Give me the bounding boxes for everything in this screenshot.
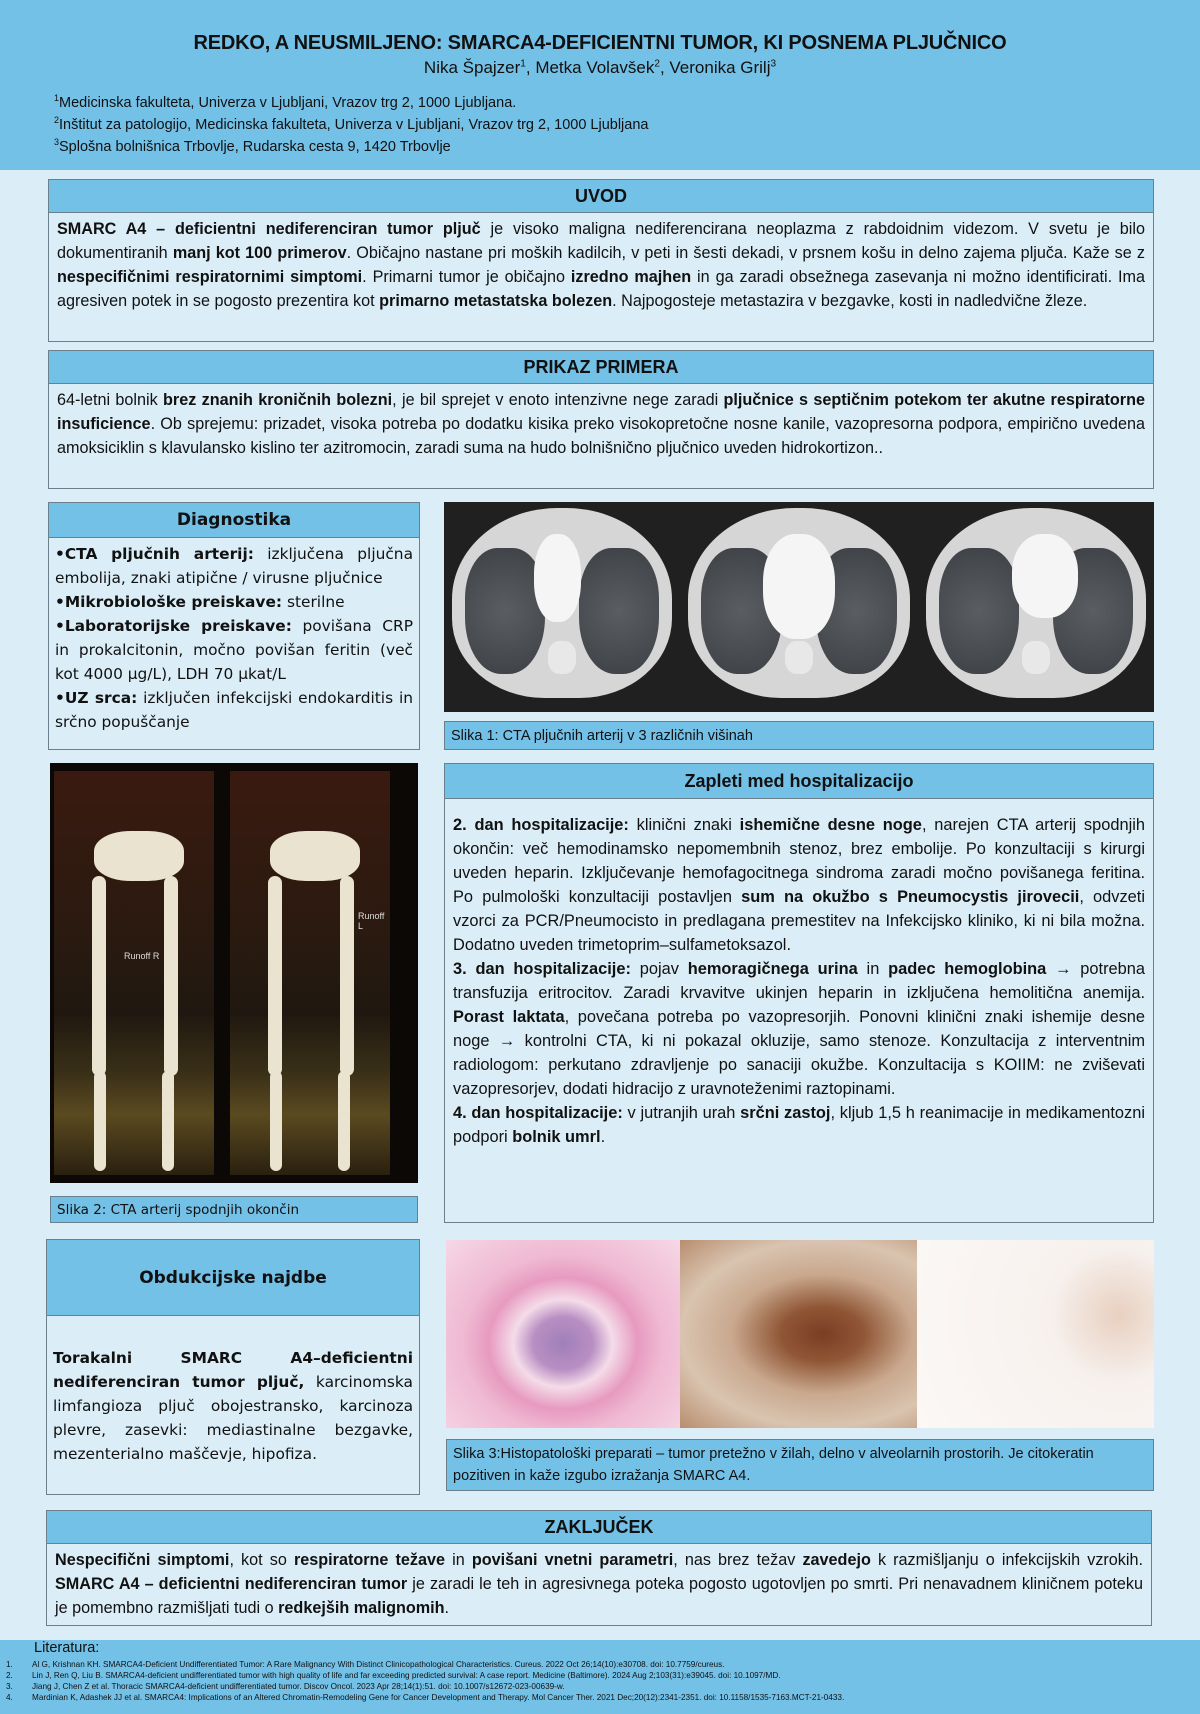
references-heading: Literatura: bbox=[34, 1640, 100, 1656]
section-heading: Diagnostika bbox=[49, 503, 419, 538]
author: Metka Volavšek bbox=[535, 58, 655, 77]
section-zapleti bbox=[444, 763, 1154, 1223]
diagnostika-item: •Laboratorijske preiskave: povišana CRP in prokalcitonin, močno povišan feritin (več kot 4000 µg/L), LDH 70 µkat/L bbox=[55, 617, 413, 683]
runoff-label: Runoff R bbox=[124, 951, 160, 961]
zapleti-day-3: 3. dan hospitalizacije: pojav hemoragičnega urina in padec hemoglobina → potrebna transfuzija eritrocitov. Zaradi krvavitve ukinjen heparin in izključena hemolitična anemija. Porast laktata, povečana potreba po vazopresorjih. Ponovni klinični znaki ishemije desne noge → kontrolni CTA, ki ni pokazal okluzije, samo stenoze. Konzultacija z interventnim radiologom: perkutano zdravljenje po sanaciji okužbe. Konzultacija s KOIIM: ne zviševati vazopresorjev, dodati hidracijo z uravnoteženimi raztopinami. bbox=[453, 960, 1145, 1098]
affiliation: $^1$Medicinska fakulteta, Univerza v Ljubljani, Vrazov trg 2, 1000 Ljubljana. bbox=[54, 93, 517, 111]
leg-cta-image bbox=[50, 763, 418, 1183]
reference-item: 2. Lin J, Ren Q, Liu B. SMARCA4-deficient undifferentiated tumor with high quality of life and far exceeding predicted survival: A case report. Medicine (Baltimore). 2024 Aug 2;103(31):e39045. doi: 10.1097/MD. bbox=[6, 1671, 781, 1680]
diagnostika-item: •CTA pljučnih arterij: izključena pljučna embolija, znaki atipične / virusne pljučnice bbox=[55, 545, 413, 587]
figure-3-caption: Slika 3:Histopatološki preparati – tumor pretežno v žilah, delno v alveolarnih prostorih. Je citokeratin pozitiven in kaže izgubo izražanja SMARC A4. bbox=[446, 1439, 1154, 1491]
section-heading: Zapleti med hospitalizacijo bbox=[445, 764, 1153, 799]
section-heading: ZAKLJUČEK bbox=[47, 1511, 1151, 1544]
cytokeratin-stain-panel bbox=[680, 1240, 917, 1428]
histology-image bbox=[446, 1240, 1154, 1428]
ct-slice bbox=[918, 502, 1154, 712]
reference-item: 1. Al G, Krishnan KH. SMARCA4-Deficient Undifferentiated Tumor: A Rare Malignancy With Distinct Clinicopathological Characteristics. Cureus. 2022 Oct 26;14(10):e30708. doi: 10.7759/cureus. bbox=[6, 1660, 725, 1669]
section-uvod bbox=[48, 179, 1154, 342]
reference-item: 4. Mardinian K, Adashek JJ et al. SMARCA4: Implications of an Altered Chromatin-Remodeling Gene for Cancer Development and Therapy. Mol Cancer Ther. 2021 Dec;20(12):2341-2351. doi: 10.1158/1535-7163.MCT-21-0433. bbox=[6, 1693, 845, 1702]
ct-scan-image bbox=[444, 502, 1154, 712]
diagnostika-item: •UZ srca: izključen infekcijski endokarditis in srčno popuščanje bbox=[55, 689, 414, 731]
references-section bbox=[0, 1640, 1200, 1714]
figure-2-caption: Slika 2: CTA arterij spodnjih okončin bbox=[50, 1196, 418, 1223]
section-obdukcija bbox=[46, 1239, 420, 1495]
diagnostika-list bbox=[49, 538, 419, 738]
section-text: Nespecifični simptomi, kot so respiratorne težave in povišani vnetni parametri, nas brez težav zavedejo k razmišljanju o infekcijskih vzrokih. SMARC A4 – deficientni nediferenciran tumor je zaradi le teh in agresivnega poteka pogosto ugotovljen po smrti. Pri nenavadnem kliničnem poteku je pomembno razmišljati tudi o redkejših malignomih. bbox=[55, 1551, 1143, 1617]
zapleti-text bbox=[445, 799, 1153, 1153]
section-text: 64-letni bolnik brez znanih kroničnih bolezni, je bil sprejet v enoto intenzivne nege zaradi pljučnice s septičnim potekom ter akutne respiratorne insuficience. Ob sprejemu: prizadet, visoka potreba po dodatku kisika preko visokopretočne nosne kanile, vazopresorna podpora, empirično uvedena amoksiciklin s klavulansko kislino ter azitromocin, zaradi suma na hudo bolnišnično pljučnico uveden hidrokortizon.. bbox=[57, 391, 1145, 457]
affiliation: $^3$Splošna bolnišnica Trbovlje, Rudarska cesta 9, 1420 Trbovlje bbox=[54, 137, 451, 155]
he-stain-panel bbox=[446, 1240, 680, 1428]
section-heading: Obdukcijske najdbe bbox=[47, 1240, 419, 1316]
figure-1-caption: Slika 1: CTA pljučnih arterij v 3 različnih višinah bbox=[444, 721, 1154, 750]
reference-item: 3. Jiang J, Chen Z et al. Thoracic SMARCA4-deficient undifferentiated tumor. Discov Oncol. 2023 Apr 28;14(1):51. doi: 10.1007/s12672-023-00639-w. bbox=[6, 1682, 565, 1691]
affiliation: $^2$Inštitut za patologijo, Medicinska fakulteta, Univerza v Ljubljani, Vrazov trg 2, 1000 Ljubljana bbox=[54, 115, 649, 133]
section-text: Torakalni SMARC A4–deficientni nediferenciran tumor pljuč, karcinomska limfangioza pljuč obojestransko, karcinoza plevre, zasevki: mediastinalne bezgavke, mezenterialno maščevje, hipofiza. bbox=[53, 1349, 413, 1463]
section-zakljucek bbox=[46, 1510, 1152, 1626]
authors-line: Nika Špajzer$^1$, Metka Volavšek$^2$, Veronika Grilj$^3$ bbox=[423, 58, 777, 77]
diagnostika-item: •Mikrobiološke preiskave: sterilne bbox=[55, 593, 345, 611]
zapleti-day-4: 4. dan hospitalizacije: v jutranjih urah srčni zastoj, kljub 1,5 h reanimacije in medikamentozni podpori bolnik umrl. bbox=[453, 1104, 1145, 1146]
ct-slice bbox=[444, 502, 680, 712]
zapleti-day-2: 2. dan hospitalizacije: klinični znaki ishemične desne noge, narejen CTA arterij spodnjih okončin: več hemodinamsko nepomembnih stenoz, brez embolije. Po konzultaciji s kirurgi uveden heparin. Izključevanje hemofagocitnega sindroma zaradi močno povišanega feritina. Po pulmološki konzultaciji postavljen sum na okužbo s Pneumocystis jirovecii, odvzeti vzorci za PCR/Pneumocisto in predlagana premestitev na Infekcijsko kliniko, ki ni bila možna. Dodatno uveden trimetoprim–sulfametoksazol. bbox=[453, 816, 1145, 954]
poster-header bbox=[0, 0, 1200, 170]
author: Veronika Grilj bbox=[669, 58, 771, 77]
author: Nika Špajzer bbox=[423, 58, 521, 77]
ct-slice bbox=[680, 502, 918, 712]
section-text: SMARC A4 – deficientni nediferenciran tumor pljuč je visoko maligna nediferencirana neoplazma z rabdoidnim videzom. V svetu je bilo dokumentiranih manj kot 100 primerov. Običajno nastane pri moških kadilcih, v peti in šesti dekadi, v prsnem košu in delno zajema pljuča. Kaže se z nespecifičnimi respiratornimi simptomi. Primarni tumor je običajno izredno majhen in ga zaradi obsežnega zasevanja ni možno identificirati. Ima agresiven potek in se pogosto prezentira kot primarno metastatska bolezen. Najpogosteje metastazira v bezgavke, kosti in nadledvične žleze. bbox=[57, 220, 1146, 310]
section-prikaz-primera bbox=[48, 350, 1154, 489]
section-heading: UVOD bbox=[49, 180, 1153, 213]
smarca4-stain-panel bbox=[917, 1240, 1154, 1428]
section-heading: PRIKAZ PRIMERA bbox=[49, 351, 1153, 384]
poster-title: REDKO, A NEUSMILJENO: SMARCA4-DEFICIENTNI TUMOR, KI POSNEMA PLJUČNICO bbox=[193, 32, 1007, 54]
section-diagnostika bbox=[48, 502, 420, 750]
runoff-label: Runoff L bbox=[358, 911, 385, 931]
